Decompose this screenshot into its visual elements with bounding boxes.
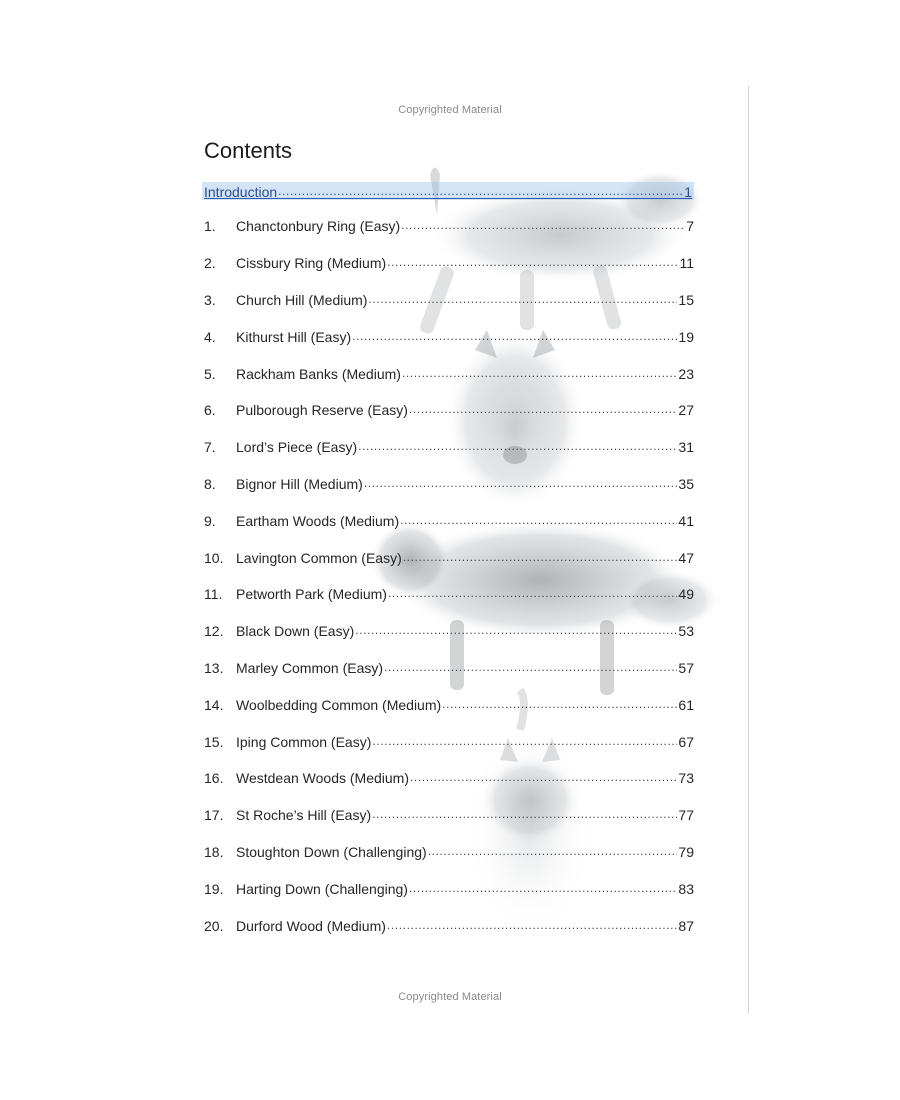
toc-entry-page: 87 — [678, 917, 694, 934]
toc-entry-number: 18. — [204, 843, 224, 860]
toc-entry[interactable] — [204, 650, 694, 687]
toc-entry-number: 1. — [204, 218, 216, 235]
toc-entry-page: 15 — [678, 291, 694, 308]
toc-entry-page: 57 — [678, 659, 694, 676]
toc-entry[interactable] — [204, 613, 694, 650]
toc-entry[interactable] — [204, 686, 694, 723]
toc-entry[interactable] — [204, 502, 694, 539]
toc-leader-dots — [358, 439, 677, 455]
toc-introduction-link[interactable] — [204, 182, 692, 200]
toc-entry-title: Petworth Park (Medium) — [236, 586, 387, 603]
toc-leader-dots — [372, 734, 677, 750]
toc-entry-page: 41 — [678, 512, 694, 529]
toc-leader-dots — [384, 660, 677, 676]
toc-entry-page: 53 — [678, 623, 694, 640]
toc-leader-dots — [401, 218, 685, 234]
toc-entry-title: Harting Down (Challenging) — [236, 880, 408, 897]
toc-entry-title: Westdean Woods (Medium) — [236, 770, 409, 787]
copyright-watermark-top: Copyrighted Material — [398, 104, 502, 116]
toc-entry-page: 83 — [678, 880, 694, 897]
toc-entry[interactable] — [204, 355, 694, 392]
toc-entry-page: 7 — [686, 218, 694, 235]
toc-entry-number: 11. — [204, 586, 223, 603]
toc-leader-dots — [409, 402, 677, 418]
toc-entry[interactable] — [204, 429, 694, 466]
contents-heading: Contents — [204, 138, 293, 163]
toc-leader-dots — [402, 366, 677, 382]
toc-leader-dots — [409, 881, 677, 897]
toc-leader-dots — [387, 918, 678, 934]
toc-introduction-title: Introduction — [204, 184, 278, 200]
toc-entry-title: Marley Common (Easy) — [236, 659, 384, 676]
toc-leader-dots — [403, 550, 678, 566]
toc-entry-title: Eartham Woods (Medium) — [236, 512, 400, 529]
copyright-watermark-bottom: Copyrighted Material — [398, 991, 502, 1003]
toc-entry-page: 67 — [678, 733, 694, 750]
toc-leader-dots — [372, 807, 677, 823]
toc-entry-title: Chanctonbury Ring (Easy) — [236, 218, 401, 235]
toc-entry[interactable] — [204, 870, 694, 907]
toc-entry-number: 6. — [204, 402, 216, 419]
toc-leader-dots — [388, 586, 677, 602]
toc-entry-title: Lord’s Piece (Easy) — [236, 439, 358, 456]
toc-entry[interactable] — [204, 723, 694, 760]
toc-entry-title: Cissbury Ring (Medium) — [236, 255, 387, 272]
toc-entry-number: 13. — [204, 659, 224, 676]
toc-entry[interactable] — [204, 318, 694, 355]
toc-entry-number: 4. — [204, 328, 216, 345]
toc-entry-page: 61 — [678, 696, 694, 713]
toc-entry-title: Church Hill (Medium) — [236, 291, 368, 308]
toc-leader-dots — [368, 292, 677, 308]
toc-entry[interactable] — [204, 797, 694, 834]
toc-leader-dots — [400, 513, 677, 529]
toc-entry-title: St Roche’s Hill (Easy) — [236, 807, 372, 824]
toc-entry-page: 35 — [678, 475, 694, 492]
toc-entry[interactable] — [204, 539, 694, 576]
toc-entry-title: Lavington Common (Easy) — [236, 549, 402, 566]
toc-entry-number: 17. — [204, 807, 224, 824]
toc-leader-dots — [387, 255, 678, 271]
toc-entry-title: Woolbedding Common (Medium) — [236, 696, 442, 713]
toc-entry-number: 9. — [204, 512, 216, 529]
toc-entry-title: Iping Common (Easy) — [236, 733, 372, 750]
toc-entry-number: 20. — [204, 917, 224, 934]
toc-entry-page: 23 — [678, 365, 694, 382]
toc-entry[interactable] — [204, 760, 694, 797]
toc-entry[interactable] — [204, 245, 694, 282]
toc-leader-dots — [364, 476, 678, 492]
toc-entry-number: 7. — [204, 439, 216, 456]
toc-entry[interactable] — [204, 834, 694, 871]
toc-leader-dots — [352, 329, 677, 345]
toc-entry-page: 47 — [678, 549, 694, 566]
toc-leader-dots — [428, 844, 678, 860]
toc-entry[interactable] — [204, 907, 694, 944]
toc-entry-page: 49 — [678, 586, 694, 603]
toc-entry-number: 5. — [204, 365, 216, 382]
toc-entry-page: 19 — [678, 328, 694, 345]
toc-entry-page: 31 — [678, 439, 694, 456]
toc-entry[interactable] — [204, 208, 694, 245]
toc-entry-number: 19. — [204, 880, 224, 897]
toc-leader-dots — [355, 623, 677, 639]
toc-entry-number: 12. — [204, 623, 224, 640]
toc-introduction-page: 1 — [684, 184, 692, 200]
toc-entry-title: Durford Wood (Medium) — [236, 917, 386, 934]
toc-entry[interactable] — [204, 392, 694, 429]
toc-entry-number: 2. — [204, 255, 216, 272]
table-of-contents — [204, 208, 694, 944]
toc-entry[interactable] — [204, 466, 694, 503]
toc-leader-dots — [442, 697, 677, 713]
toc-entry-title: Bignor Hill (Medium) — [236, 475, 363, 492]
toc-entry-page: 11 — [679, 255, 694, 272]
toc-entry-page: 73 — [678, 770, 694, 787]
toc-entry-title: Stoughton Down (Challenging) — [236, 843, 427, 860]
toc-entry[interactable] — [204, 576, 694, 613]
toc-entry-title: Pulborough Reserve (Easy) — [236, 402, 408, 419]
toc-entry-number: 16. — [204, 770, 224, 787]
toc-entry-title: Rackham Banks (Medium) — [236, 365, 401, 382]
toc-entry[interactable] — [204, 282, 694, 319]
toc-entry-page: 27 — [678, 402, 694, 419]
toc-leader-dots — [410, 770, 677, 786]
toc-entry-number: 15. — [204, 733, 224, 750]
toc-entry-page: 79 — [678, 843, 694, 860]
toc-leader-dots — [278, 184, 683, 200]
toc-entry-page: 77 — [678, 807, 694, 824]
toc-entry-title: Black Down (Easy) — [236, 623, 355, 640]
toc-entry-number: 3. — [204, 291, 216, 308]
toc-entry-title: Kithurst Hill (Easy) — [236, 328, 352, 345]
toc-entry-number: 10. — [204, 549, 224, 566]
toc-entry-number: 8. — [204, 475, 216, 492]
toc-entry-number: 14. — [204, 696, 224, 713]
